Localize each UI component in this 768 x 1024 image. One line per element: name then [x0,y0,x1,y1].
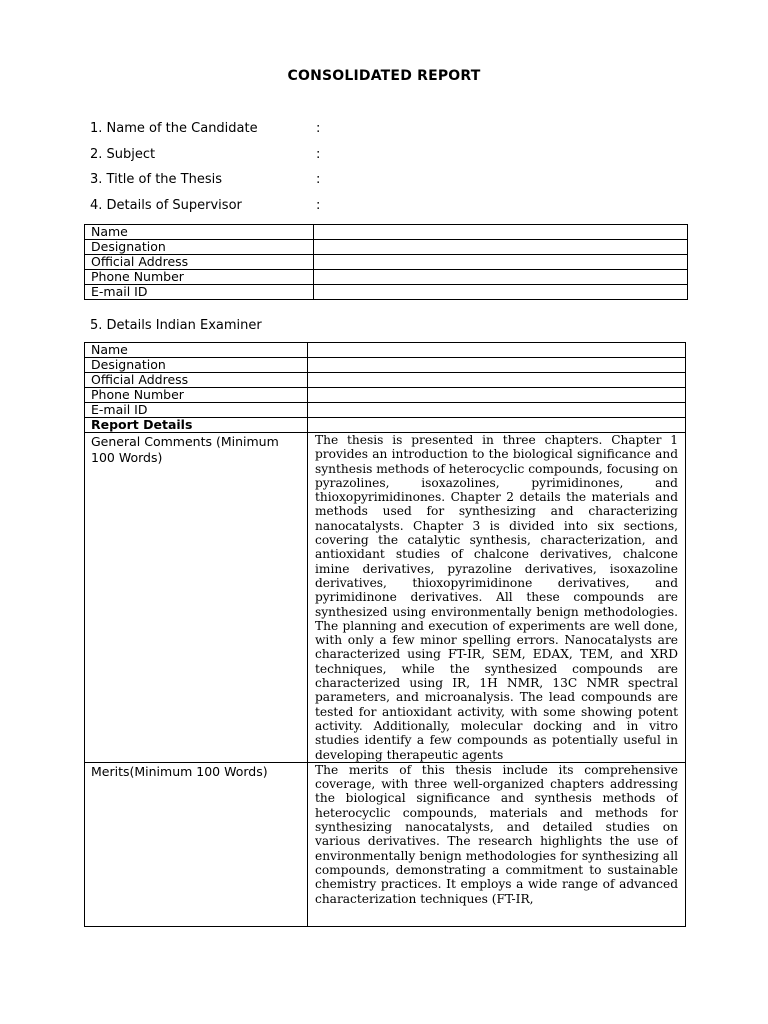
value-cell [308,343,686,358]
examiner-heading: 5. Details Indian Examiner [90,318,262,333]
row-label: Phone Number [85,270,314,285]
table-row [85,343,686,358]
field-thesis-title: 3. Title of the Thesis [90,172,222,187]
table-row [85,225,688,240]
table-row [85,403,686,418]
value-cell [314,225,688,240]
field-subject: 2. Subject [90,147,156,162]
table-row [85,270,688,285]
field-separator: : [316,121,321,136]
value-cell [308,403,686,418]
value-cell [314,240,688,255]
field-separator: : [316,198,321,213]
supervisor-table [84,224,688,300]
general-comments-text: The thesis is presented in three chapters. Chapter 1 provides an introduction to the biological significance and synthesis methods of heterocyclic compounds, focusing on pyrazolines, isoxazolines, pyrimidinones, and thioxopyrimidinones. Chapter 2 details the materials and methods used for synthesizing and characterizing nanocatalysts. Chapter 3 is divided into six sections, covering the catalytic synthesis, characterization, and antioxidant studies of chalcone derivatives, chalcone imine derivatives, pyrazoline derivatives, isoxazoline derivatives, thioxopyrimidinone derivatives, and pyrimidinone derivatives. All these compounds are synthesized using environmentally benign methodologies. The planning and execution of experiments are well done, with only a few minor spelling errors. Nanocatalysts are characterized using FT-IR, SEM, EDAX, TEM, and XRD techniques, while the synthesized compounds are characterized using IR, 1H NMR, 13C NMR spectral parameters, and microanalysis. The lead compounds are tested for antioxidant activity, with some showing potent activity. Additionally, molecular docking and in vitro studies identify a few compounds as potentially useful in developing therapeutic agents [308,433,686,763]
row-label: E-mail ID [85,403,308,418]
row-label: Designation [85,240,314,255]
value-cell [308,388,686,403]
table-row [85,240,688,255]
table-row [85,358,686,373]
row-label: Phone Number [85,388,308,403]
row-label: Official Address [85,255,314,270]
row-label: E-mail ID [85,285,314,300]
row-label: Name [85,343,308,358]
merits-text: The merits of this thesis include its comprehensive coverage, with three well-organized chapters addressing the biological significance and synthesis methods of heterocyclic compounds, materials and methods for synthesizing nanocatalysts, and detailed studies on various derivatives. The research highlights the use of environmentally benign methodologies for synthesizing all compounds, demonstrating a commitment to sustainable chemistry practices. It employs a wide range of advanced characterization techniques (FT-IR, [315,762,678,906]
field-supervisor-details: 4. Details of Supervisor [90,198,242,213]
report-title: CONSOLIDATED REPORT [287,68,481,84]
table-row [85,762,686,926]
merits-cell [308,762,686,926]
row-label: Designation [85,358,308,373]
report-details-label: Report Details [85,418,308,433]
merits-label: Merits(Minimum 100 Words) [85,762,308,926]
table-row [85,373,686,388]
table-row [85,433,686,763]
examiner-table [84,342,686,927]
field-candidate-name: 1. Name of the Candidate [90,121,258,136]
value-cell [314,270,688,285]
field-separator: : [316,172,321,187]
general-comments-label: General Comments (Minimum 100 Words) [85,433,308,763]
value-cell [314,285,688,300]
table-row [85,285,688,300]
row-label: Official Address [85,373,308,388]
table-row [85,388,686,403]
value-cell [308,373,686,388]
field-separator: : [316,147,321,162]
value-cell [314,255,688,270]
row-label: Name [85,225,314,240]
value-cell [308,358,686,373]
table-row [85,255,688,270]
table-row [85,418,686,433]
value-cell [308,418,686,433]
